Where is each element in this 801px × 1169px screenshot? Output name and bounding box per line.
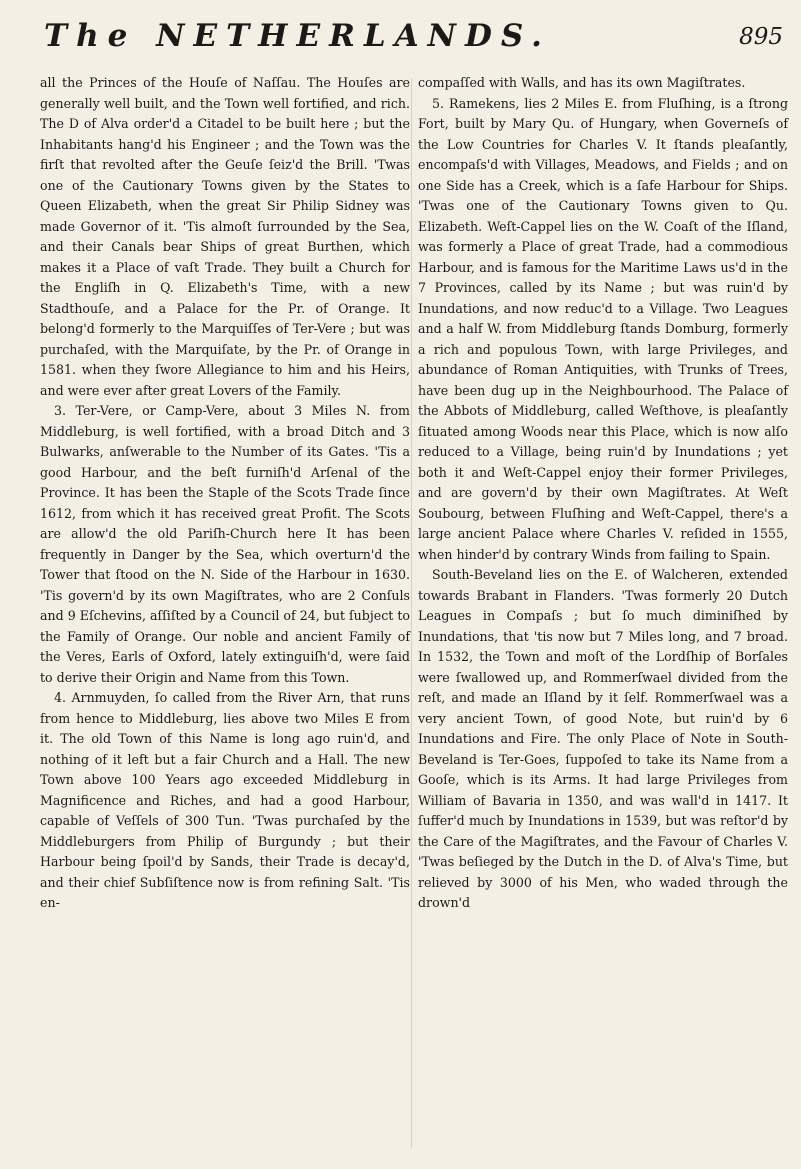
page-header bbox=[40, 16, 783, 66]
right-column bbox=[418, 73, 788, 914]
paragraph: South-Beveland lies on the E. of Walcheren, extended towards Brabant in Flanders. 'Twas formerly 20 Dutch Leagues in Compaſs ; but ſo much diminiſhed by Inundations, that 'tis now but 7 Miles long, and 7 broad. In 1532, the Town and moſt of the Lordſhip of Borſales were ſwallowed up, and Rommerſwael divided from the reſt, and made an Iſland by it ſelf. Rommerſwael was a very ancient Town, of good Note, but ruin'd by 6 Inundations and Fire. The only Place of Note in South-Beveland is Ter-Goes, ſuppoſed to take its Name from a Gooſe, which is its Arms. It had large Privileges from William of Bavaria in 1350, and was wall'd in 1417. It ſuffer'd much by Inundations in 1539, but was reſtor'd by the Care of the Magiſtrates, and the Favour of Charles V. 'Twas beſieged by the Dutch in the D. of Alva's Time, but relieved by 3000 of his Men, who waded through the drown'd bbox=[418, 567, 788, 910]
paragraph: 5. Ramekens, lies 2 Miles E. from Fluſhing, is a ſtrong Fort, built by Mary Qu. of Hungary, when Governeſs of the Low Countries for Charles V. It ſtands pleaſantly, encompaſs'd with Villages, Meadows, and Fields ; and on one Side has a Creek, which is a ſafe Harbour for Ships. 'Twas one of the Cautionary Towns given to Qu. Elizabeth. Weſt-Cappel lies on the W. Coaſt of the Iſland, was formerly a Place of great Trade, had a commodious Harbour, and is famous for the Maritime Laws us'd in the 7 Provinces, called by its Name ; but was ruin'd by Inundations, and now reduc'd to a Village. Two Leagues and a half W. from Middleburg ſtands Domburg, formerly a rich and populous Town, with large Privileges, and abundance of Roman Antiquities, with Trunks of Trees, have been dug up in the Neighbourhood. The Palace of the Abbots of Middleburg, called Weſthove, is pleaſantly ſituated among Woods near this Place, which is now alſo reduced to a Village, being ruin'd by Inundations ; yet both it and Weſt-Cappel enjoy their former Privileges, and are govern'd by their own Magiſtrates. At Weſt Soubourg, between Fluſhing and Weſt-Cappel, there's a large ancient Palace where Charles V. reſided in 1555, when hinder'd by contrary Winds from failing to Spain. bbox=[418, 95, 788, 562]
running-title: The NETHERLANDS. bbox=[44, 18, 551, 54]
paragraph: all the Princes of the Houſe of Naſſau. The Houſes are generally well built, and the Town well fortified, and rich. The D of Alva order'd a Citadel to be built here ; but the Inhabitants hang'd his Engineer ; and the Town was the firſt that revolted after the Geuſe ſeiz'd the Brill. 'Twas one of the Cautionary Towns given by the States to Queen Elizabeth, when the great Sir Philip Sidney was made Governor of it. 'Tis almoſt ſurrounded by the Sea, and their Canals bear Ships of great Burthen, which makes it a Place of vaſt Trade. They built a Church for the Engliſh in Q. Elizabeth's Time, with a new Stadthouſe, and a Palace for the Pr. of Orange. It belong'd formerly to the Marquiſſes of Ter-Vere ; but was purchaſed, with the Marquiſate, by the Pr. of Orange in 1581. when they ſwore Allegiance to him and his Heirs, and were ever after great Lovers of the Family. bbox=[40, 75, 410, 398]
page-number: 895 bbox=[739, 24, 783, 50]
left-column bbox=[40, 73, 410, 914]
paragraph: 4. Arnmuyden, ſo called from the River Arn, that runs from hence to Middleburg, lies above two Miles E from it. The old Town of this Name is long ago ruin'd, and nothing of it left but a fair Church and a Hall. The new Town above 100 Years ago exceeded Middleburg in Magnificence and Riches, and had a good Harbour, capable of Veſſels of 300 Tun. 'Twas purchaſed by the Middleburgers from Philip of Burgundy ; but their Harbour being ſpoil'd by Sands, their Trade is decay'd, and their chief Subſiſtence now is from refining Salt. 'Tis en- bbox=[40, 690, 410, 910]
column-divider bbox=[411, 78, 412, 1148]
paragraph: compaſſed with Walls, and has its own Magiſtrates. bbox=[418, 75, 746, 90]
paragraph: 3. Ter-Vere, or Camp-Vere, about 3 Miles N. from Middleburg, is well fortified, with a broad Ditch and 3 Bulwarks, anſwerable to the Number of its Gates. 'Tis a good Harbour, and the beſt furniſh'd Arſenal of the Province. It has been the Staple of the Scots Trade ſince 1612, from which it has received great Profit. The Scots are allow'd the old Pariſh-Church here It has been frequently in Danger by the Sea, which overturn'd the Tower that ſtood on the N. Side of the Harbour in 1630. 'Tis govern'd by its own Magiſtrates, who are 2 Conſuls and 9 Eſchevins, aſſiſted by a Council of 24, but ſubject to the Family of Orange. Our noble and ancient Family of the Veres, Earls of Oxford, lately extinguiſh'd, were ſaid to derive their Origin and Name from this Town. bbox=[40, 403, 410, 685]
